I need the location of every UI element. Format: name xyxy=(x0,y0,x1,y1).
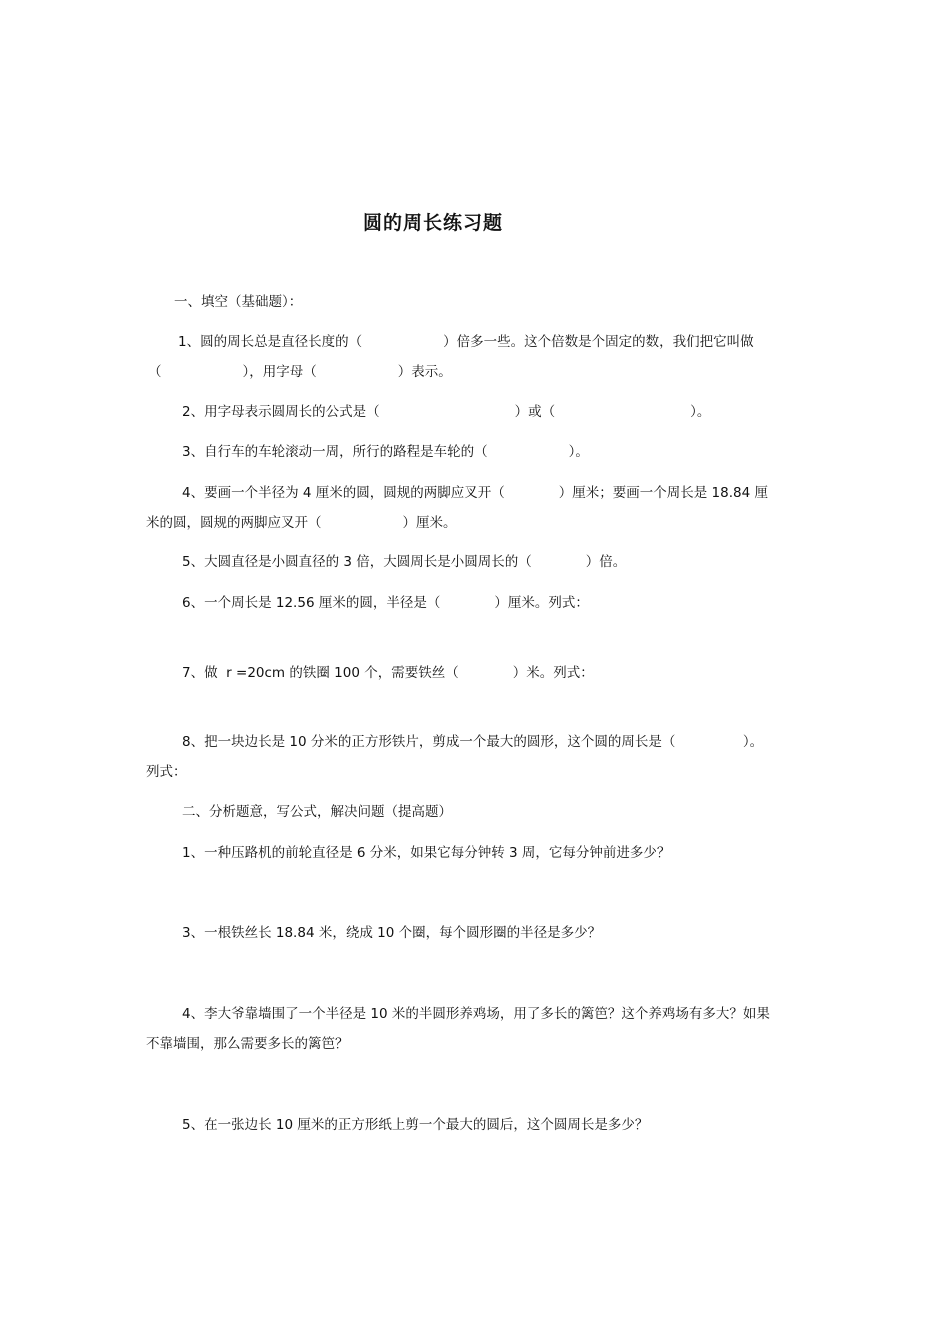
problem-5: 5、在一张边长 10 厘米的正方形纸上剪一个最大的圆后，这个圆周长是多少？ xyxy=(182,1117,649,1133)
question-1-line-1: 1、圆的周长总是直径长度的（ ）倍多一些。这个倍数是个固定的数，我们把它叫做 xyxy=(178,334,754,350)
question-6: 6、一个周长是 12.56 厘米的圆，半径是（ ）厘米。列式： xyxy=(182,595,589,611)
problem-3: 3、一根铁丝长 18.84 米，绕成 10 个圈，每个圆形圈的半径是多少？ xyxy=(182,925,602,941)
question-4-line-2: 米的圆，圆规的两脚应叉开（ ）厘米。 xyxy=(146,515,457,531)
section-heading-fill-blank: 一、填空（基础题）： xyxy=(174,294,303,310)
problem-1: 1、一种压路机的前轮直径是 6 分米，如果它每分钟转 3 周，它每分钟前进多少？ xyxy=(182,845,671,861)
question-4-line-1: 4、要画一个半径为 4 厘米的圆，圆规的两脚应叉开（ ）厘米；要画一个周长是 18.84 厘 xyxy=(182,485,768,501)
question-2: 2、用字母表示圆周长的公式是（ ）或（ ）。 xyxy=(182,404,711,420)
page-title: 圆的周长练习题 xyxy=(362,212,503,234)
question-5: 5、大圆直径是小圆直径的 3 倍，大圆周长是小圆周长的（ ）倍。 xyxy=(182,554,627,570)
problem-4-line-1: 4、李大爷靠墙围了一个半径是 10 米的半圆形养鸡场，用了多长的篱笆？这个养鸡场有多大？如果 xyxy=(182,1006,770,1022)
problem-4-line-2: 不靠墙围，那么需要多长的篱笆？ xyxy=(146,1036,349,1052)
question-8-line-2: 列式： xyxy=(146,764,187,780)
section-heading-problems: 二、分析题意，写公式，解决问题（提高题） xyxy=(182,804,452,820)
question-3: 3、自行车的车轮滚动一周，所行的路程是车轮的（ ）。 xyxy=(182,444,589,460)
question-1-line-2: （ ），用字母（ ）表示。 xyxy=(148,364,452,380)
question-7: 7、做 r =20cm 的铁圈 100 个，需要铁丝（ ）米。列式： xyxy=(182,665,594,681)
question-8-line-1: 8、把一块边长是 10 分米的正方形铁片，剪成一个最大的圆形，这个圆的周长是（ ）。 xyxy=(182,734,764,750)
